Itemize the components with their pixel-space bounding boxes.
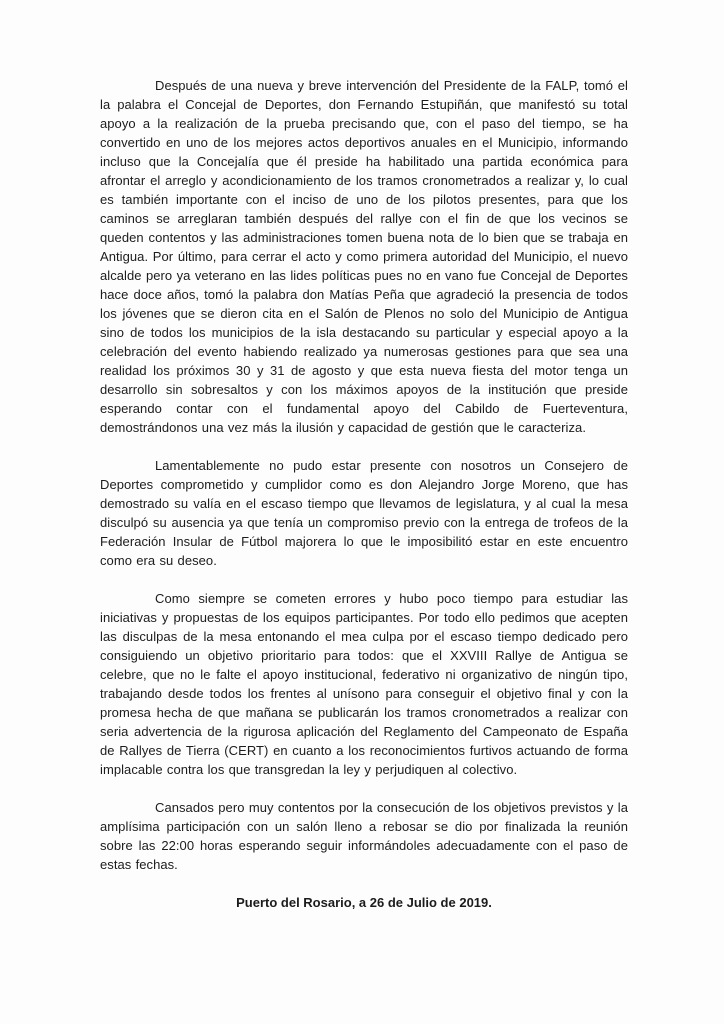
paragraph-3: Como siempre se cometen errores y hubo poco tiempo para estudiar las iniciativas y propuestas de los equipos participantes. Por todo ello pedimos que acepten las disculpas de la mesa entonando el mea culpa por el escaso tiempo dedicado pero consiguiendo un objetivo prioritario para todos: que el XXVIII Rallye de Antigua se celebre, que no le falte el apoyo institucional, federativo ni organizativo de ningún tipo, trabajando desde todos los frentes al unísono para conseguir el objetivo final y con la promesa hecha de que mañana se publicarán los tramos cronometrados a realizar con seria advertencia de la rigurosa aplicación del Reglamento del Campeonato de España de Rallyes de Tierra (CERT) en cuanto a los reconocimientos furtivos actuando de forma implacable contra los que transgredan la ley y perjudiquen al colectivo.	[100, 591, 628, 777]
paragraph-2: Lamentablemente no pudo estar presente con nosotros un Consejero de Deportes comprometido y cumplidor como es don Alejandro Jorge Moreno, que has demostrado su valía en el escaso tiempo que llevamos de legislatura, y al cual la mesa disculpó su ausencia ya que tenía un compromiso previo con la entrega de trofeos de la Federación Insular de Fútbol majorera lo que le imposibilitó estar en este encuentro como era su deseo.	[100, 458, 628, 568]
paragraph-1: Después de una nueva y breve intervención del Presidente de la FALP, tomó el la palabra el Concejal de Deportes, don Fernando Estupiñán, que manifestó su total apoyo a la realización de la prueba precisando que, con el paso del tiempo, se ha convertido en uno de los mejores actos deportivos anuales en el Municipio, informando incluso que la Concejalía que él preside ha habilitado una partida económica para afrontar el arreglo y acondicionamiento de los tramos cronometrados a realizar y, lo cual es también importante con el inciso de uno de los pilotos presentes, para que los caminos se arreglaran también después del rallye con el fin de que los vecinos se queden contentos y las administraciones tomen buena nota de lo bien que se trabaja en Antigua. Por último, para cerrar el acto y como primera autoridad del Municipio, el nuevo alcalde pero ya veterano en las lides políticas pues no en vano fue Concejal de Deportes hace doce años, tomó la palabra don Matías Peña que agradeció la presencia de todos los jóvenes que se dieron cita en el Salón de Plenos no solo del Municipio de Antigua sino de todos los municipios de la isla destacando su particular y especial apoyo a la celebración del evento habiendo realizado ya numerosas gestiones para que sea una realidad los próximos 30 y 31 de agosto y que esta nueva fiesta del motor tenga un desarrollo sin sobresaltos y con los máximos apoyos de la institución que preside esperando contar con el fundamental apoyo del Cabildo de Fuerteventura, demostrándonos una vez más la ilusión y capacidad de gestión que le caracteriza.	[100, 78, 628, 435]
document-text-block	[100, 76, 628, 912]
date-line: Puerto del Rosario, a 26 de Julio de 2019.	[236, 895, 492, 910]
paragraph-4: Cansados pero muy contentos por la consecución de los objetivos previstos y la amplísima participación con un salón lleno a rebosar se dio por finalizada la reunión sobre las 22:00 horas esperando seguir informándoles adecuadamente con el paso de estas fechas.	[100, 800, 628, 872]
